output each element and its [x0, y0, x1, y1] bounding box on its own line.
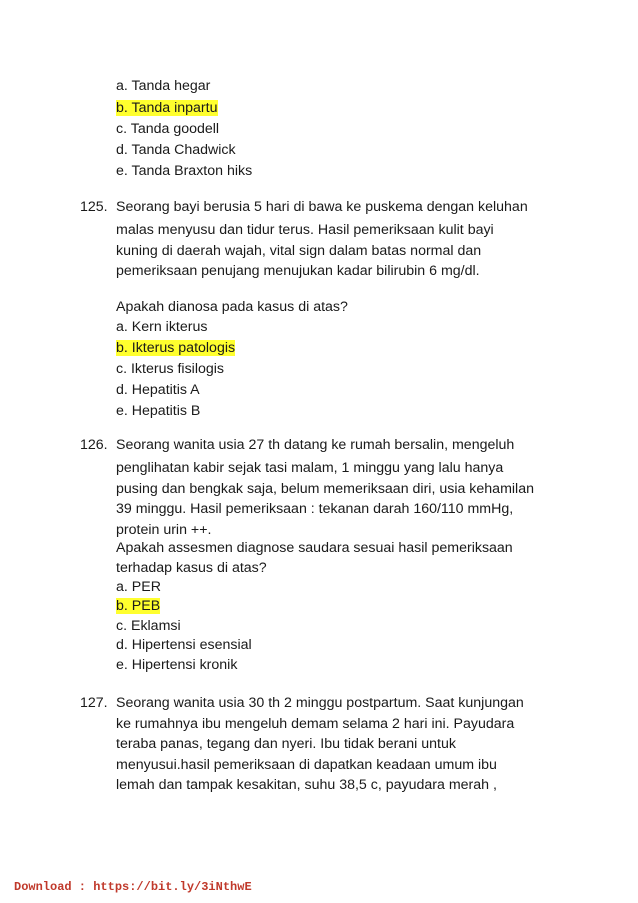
question-stem-line: lemah dan tampak kesakitan, suhu 38,5 c, payudara merah , [116, 777, 497, 793]
question-stem-line: Seorang wanita usia 30 th 2 minggu postpartum. Saat kunjungan [116, 695, 524, 711]
option-b [116, 597, 160, 615]
option-d: d. Hipertensi esensial [116, 637, 252, 653]
question-stem-line: malas menyusu dan tidur terus. Hasil pemeriksaan kulit bayi [116, 222, 494, 238]
prev-option-a: a. Tanda hegar [116, 78, 211, 94]
option-e: e. Hepatitis B [116, 403, 201, 419]
highlighted-answer: b. Ikterus patologis [116, 340, 236, 356]
highlighted-answer: b. Tanda inpartu [116, 100, 218, 116]
question-stem-line: Seorang wanita usia 27 th datang ke rumah bersalin, mengeluh [116, 437, 515, 453]
option-a: a. Kern ikterus [116, 319, 208, 335]
question-stem-line: protein urin ++. [116, 522, 212, 538]
highlighted-answer: b. PEB [116, 598, 161, 614]
question-stem-line: Apakah assesmen diagnose saudara sesuai hasil pemeriksaan [116, 540, 513, 556]
option-b [116, 339, 235, 357]
question-stem-line: pusing dan bengkak saja, belum memeriksaan diri, usia kehamilan [116, 481, 534, 497]
question-number: 127. [80, 695, 108, 711]
prev-option-c: c. Tanda goodell [116, 121, 220, 137]
question-number: 126. [80, 437, 108, 453]
option-c: c. Eklamsi [116, 618, 181, 634]
question-stem-line: pemeriksaan penujang menujukan kadar bilirubin 6 mg/dl. [116, 263, 480, 279]
prev-option-d: d. Tanda Chadwick [116, 142, 236, 158]
option-d: d. Hepatitis A [116, 382, 200, 398]
question-stem-line: penglihatan kabir sejak tasi malam, 1 minggu yang lalu hanya [116, 460, 504, 476]
option-e: e. Hipertensi kronik [116, 657, 238, 673]
prev-option-b [116, 99, 218, 117]
option-a: a. PER [116, 579, 161, 595]
question-stem-line: Seorang bayi berusia 5 hari di bawa ke puskema dengan keluhan [116, 199, 528, 215]
download-link[interactable]: Download : https://bit.ly/3iNthwE [14, 880, 252, 894]
prev-option-e: e. Tanda Braxton hiks [116, 163, 253, 179]
question-stem-line: ke rumahnya ibu mengeluh demam selama 2 hari ini. Payudara [116, 716, 515, 732]
question-stem-line: menyusui.hasil pemeriksaan di dapatkan keadaan umum ibu [116, 757, 497, 773]
option-c: c. Ikterus fisilogis [116, 361, 225, 377]
question-prompt: Apakah dianosa pada kasus di atas? [116, 299, 348, 315]
question-stem-line: kuning di daerah wajah, vital sign dalam batas normal dan [116, 243, 482, 259]
question-stem-line: terhadap kasus di atas? [116, 560, 267, 576]
question-stem-line: 39 minggu. Hasil pemeriksaan : tekanan darah 160/110 mmHg, [116, 501, 514, 517]
question-number: 125. [80, 199, 108, 215]
question-stem-line: teraba panas, tegang dan nyeri. Ibu tidak berani untuk [116, 736, 456, 752]
